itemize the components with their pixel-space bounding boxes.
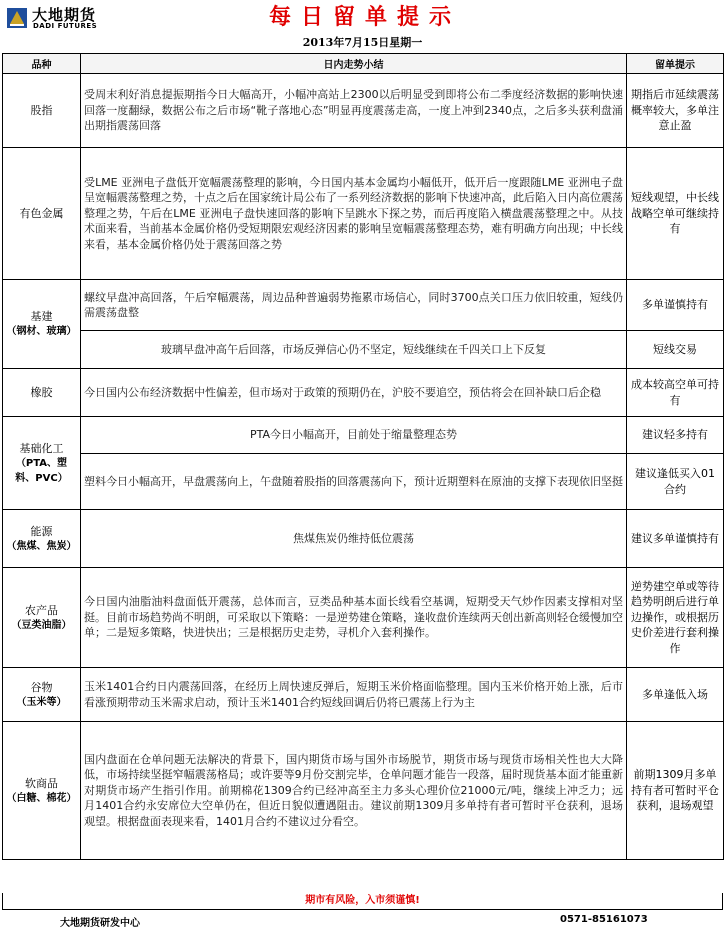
summary-cell: 玻璃早盘冲高午后回落，市场反弹信心仍不坚定，短线继续在千四关口上下反复 [81, 331, 627, 369]
header-advice: 留单提示 [627, 54, 724, 74]
table-row [3, 280, 724, 331]
risk-warning: 期市有风险，入市须谨慎! [2, 893, 723, 910]
table-row [3, 331, 724, 369]
advice-cell: 建议多单谨慎持有 [627, 510, 724, 568]
logo-mark-icon [6, 6, 28, 30]
advice-cell: 多单逢低入场 [627, 668, 724, 722]
variety-cell [3, 148, 81, 280]
variety-subname: （白糖、棉花） [6, 792, 77, 804]
summary-cell: 受LME 亚洲电子盘低开宽幅震荡整理的影响，今日国内基本金属均小幅低开，低开后一度跟随LME 亚洲电子盘呈宽幅震荡整理之势，十点之后在国家统计局公布了一系列经济数据的影响下快速冲高，此后陷入日内高位震荡整理之势，午后在LME 亚洲电子盘快速回落的影响下呈跳水下探之势，而后再度陷入横盘震荡整理之中。从技术面来看，当前基本金属价格仍受短期限宏观经济因素的影响呈宽幅震荡整理态势，难有明确方向出现；中长线来看，基本金属价格仍处于震荡回落之势 [81, 148, 627, 280]
research-center-name: 大地期货研发中心 [60, 918, 140, 929]
advice-cell: 短线交易 [627, 331, 724, 369]
report-footer [0, 912, 725, 930]
variety-name: 有色金属 [19, 207, 64, 220]
table-header-row [3, 54, 724, 74]
page-title: 每日留单提示 [268, 4, 461, 30]
variety-cell [3, 510, 81, 568]
advice-cell: 短线观望，中长线战略空单可继续持有 [627, 148, 724, 280]
variety-cell [3, 369, 81, 417]
variety-name: 橡胶 [30, 386, 53, 399]
variety-name: 基础化工 [19, 441, 64, 455]
report-date: 2013年7月15日星期一 [302, 36, 423, 49]
summary-cell: 国内盘面在仓单问题无法解决的背景下，国内期货市场与国外市场脱节，期货市场与现货市场相关性也大大降低，市场持续坚挺窄幅震荡格局；或许要等9月份交割完毕，仓单问题才能告一段落，届时现货基本面才能重新对期货市场产生指引作用。前期棉花1309合约已经冲高至主力多头心理价位21000元/吨，继续上冲乏力；远月1401合约永安席位大空单仍在，但近日貌似遭遇阻击。建议前期1309月多单持有者可暂时平仓获利，退场观望。根据盘面表现来看，1401月合约不建议过分看空。 [81, 722, 627, 860]
summary-cell: 受周末利好消息提振期指今日大幅高开，小幅冲高站上2300以后明显受到即将公布二季度经济数据的影响快速回落一度翻绿，数据公布之后市场“靴子落地心态”明显再度震荡走高，一度上冲到2340点，之后多头获利盘涌出期指震荡回落 [81, 74, 627, 148]
contact-phone: 0571-85161073 [560, 914, 648, 925]
table-row [3, 510, 724, 568]
variety-name: 软商品 [25, 776, 58, 790]
variety-cell [3, 74, 81, 148]
table-row [3, 722, 724, 860]
logo-english-name: DADI FUTURES [33, 22, 98, 30]
table-row [3, 148, 724, 280]
header-variety: 品种 [3, 54, 81, 74]
variety-cell [3, 417, 81, 510]
variety-cell [3, 722, 81, 860]
summary-cell: 焦煤焦炭仍维持低位震荡 [81, 510, 627, 568]
variety-subname: （PTA、塑料、PVC） [15, 457, 68, 484]
logo-chinese-name: 大地期货 [32, 6, 97, 24]
variety-cell [3, 568, 81, 668]
variety-subname: （焦煤、焦炭） [6, 540, 77, 552]
table-body [3, 74, 724, 860]
summary-cell: 今日国内油脂油料盘面低开震荡，总体而言，豆类品种基本面长线看空基调，短期受天气炒作因素支撑相对坚挺。目前市场趋势尚不明朗，可采取以下策略：一是逆势建仓策略，逢收盘价连续两天创出新高则轻仓缓慢加空单；二是短多策略，快进快出；三是根据历史走势，寻机介入套利操作。 [81, 568, 627, 668]
variety-subname: （钢材、玻璃） [6, 326, 77, 337]
variety-subname: （玉米等） [16, 696, 67, 708]
advice-cell: 期指后市延续震荡概率较大，多单注意止盈 [627, 74, 724, 148]
variety-cell [3, 280, 81, 369]
variety-name: 股指 [30, 104, 53, 117]
summary-cell: 螺纹早盘冲高回落，午后窄幅震荡，周边品种普遍弱势拖累市场信心，同时3700点关口压力依旧较重，短线仍需震荡盘整 [81, 280, 627, 331]
variety-cell [3, 668, 81, 722]
variety-name: 基建 [30, 310, 53, 323]
summary-cell: 塑料今日小幅高开，早盘震荡向上，午盘随着股指的回落震荡向下，预计近期塑料在原油的支撑下表现依旧坚挺 [81, 454, 627, 510]
variety-subname: （豆类油脂） [11, 619, 72, 631]
summary-table [2, 53, 724, 860]
advice-cell: 逆势建空单或等待趋势明朗后进行单边操作，或根据历史价差进行套利操作 [627, 568, 724, 668]
advice-cell: 建议轻多持有 [627, 417, 724, 454]
table-row [3, 568, 724, 668]
company-logo [4, 3, 124, 33]
header-summary: 日内走势小结 [81, 54, 627, 74]
variety-name: 能源 [30, 524, 53, 538]
summary-cell: PTA今日小幅高开，目前处于缩量整理态势 [81, 417, 627, 454]
variety-name: 农产品 [25, 603, 58, 617]
table-row [3, 668, 724, 722]
advice-cell: 多单谨慎持有 [627, 280, 724, 331]
advice-cell: 建议逢低买入01合约 [627, 454, 724, 510]
table-row [3, 369, 724, 417]
advice-cell: 成本较高空单可持有 [627, 369, 724, 417]
report-header [0, 0, 725, 34]
summary-cell: 今日国内公布经济数据中性偏差，但市场对于政策的预期仍在，沪胶不要追空，预估将会在回补缺口后企稳 [81, 369, 627, 417]
table-row [3, 454, 724, 510]
table-row [3, 417, 724, 454]
advice-cell: 前期1309月多单持有者可暂时平仓获利，退场观望 [627, 722, 724, 860]
variety-name: 谷物 [30, 680, 53, 694]
summary-cell: 玉米1401合约日内震荡回落，在经历上周快速反弹后，短期玉米价格面临整理。国内玉米价格开始上涨，后市看涨预期带动玉米需求启动，预计玉米1401合约短线回调后仍将已震荡上行为主 [81, 668, 627, 722]
table-row [3, 74, 724, 148]
